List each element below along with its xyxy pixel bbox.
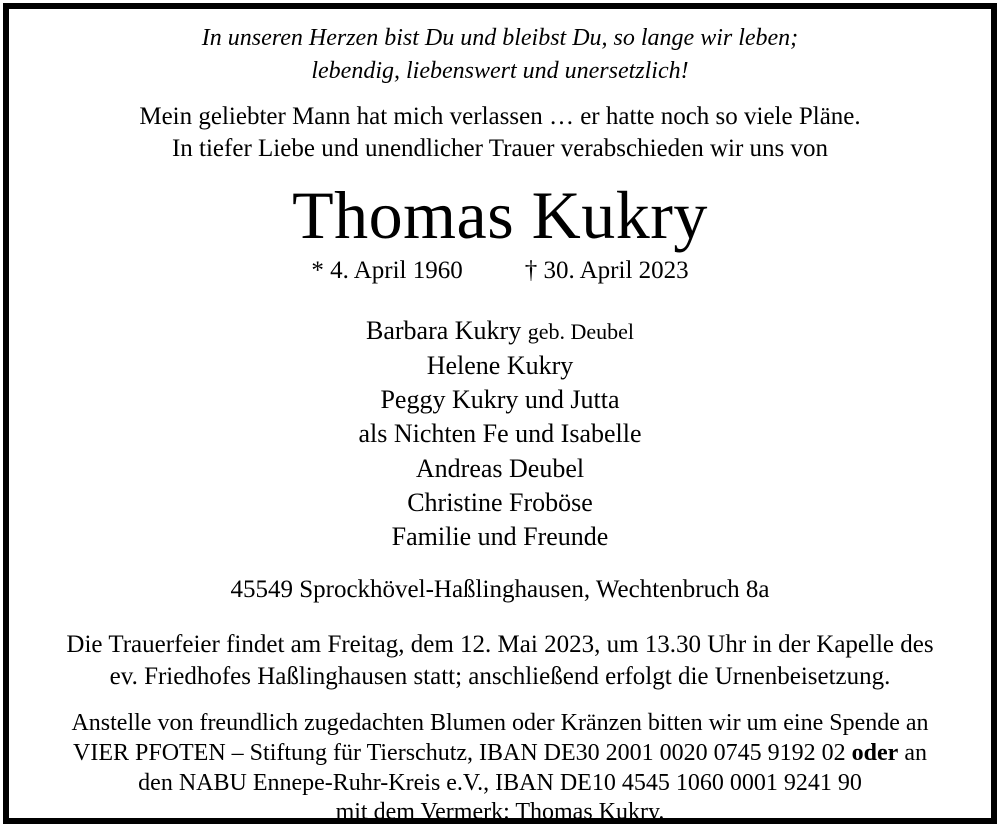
mourner-line: Christine Froböse xyxy=(407,488,593,517)
donation-line-3: den NABU Ennepe-Ruhr-Kreis e.V., IBAN DE10 4545 1060 0001 9241 90 xyxy=(138,770,862,796)
mourner-line: Peggy Kukry und Jutta xyxy=(380,385,620,414)
donation-recipient-1: VIER PFOTEN – Stiftung für Tierschutz, IBAN DE30 2001 0020 0745 9192 02 xyxy=(73,740,846,766)
mourner-name: Barbara Kukry xyxy=(365,316,522,345)
mourner-line: als Nichten Fe und Isabelle xyxy=(358,419,642,448)
ceremony-line-2: ev. Friedhofes Haßlinghausen statt; anschließend erfolgt die Urnenbeisetzung. xyxy=(109,663,891,690)
family-address: 45549 Sprockhövel-Haßlinghausen, Wechtenbruch 8a xyxy=(230,576,770,603)
verse-line-2: lebendig, liebenswert und unersetzlich! xyxy=(311,58,689,84)
donation-or: oder xyxy=(851,740,899,766)
death-date: † 30. April 2023 xyxy=(524,257,689,284)
intro-line-2: In tiefer Liebe und unendlicher Trauer verabschieden wir uns von xyxy=(171,135,829,162)
donation-an: an xyxy=(904,740,927,766)
mourner-line: Familie und Freunde xyxy=(391,522,609,551)
life-dates xyxy=(9,258,991,283)
birth-date: * 4. April 1960 xyxy=(311,257,463,284)
donation-line-2 xyxy=(9,741,991,765)
mourner-line xyxy=(9,318,991,344)
ceremony-line-1: Die Trauerfeier findet am Freitag, dem 12. Mai 2023, um 13.30 Uhr in der Kapelle des xyxy=(66,631,934,658)
verse-line-1: In unseren Herzen bist Du und bleibst Du, so lange wir leben; xyxy=(201,25,799,51)
mourner-line: Helene Kukry xyxy=(426,351,574,380)
obituary-notice xyxy=(3,3,997,824)
deceased-name: Thomas Kukry xyxy=(292,177,708,253)
donation-line-1: Anstelle von freundlich zugedachten Blumen oder Kränzen bitten wir um eine Spende an xyxy=(71,710,929,736)
mourner-line: Andreas Deubel xyxy=(415,454,585,483)
donation-line-4: mit dem Vermerk: Thomas Kukry. xyxy=(335,799,665,825)
mourner-maiden-name: geb. Deubel xyxy=(527,319,634,344)
intro-line-1: Mein geliebter Mann hat mich verlassen … er hatte noch so viele Pläne. xyxy=(139,103,861,130)
